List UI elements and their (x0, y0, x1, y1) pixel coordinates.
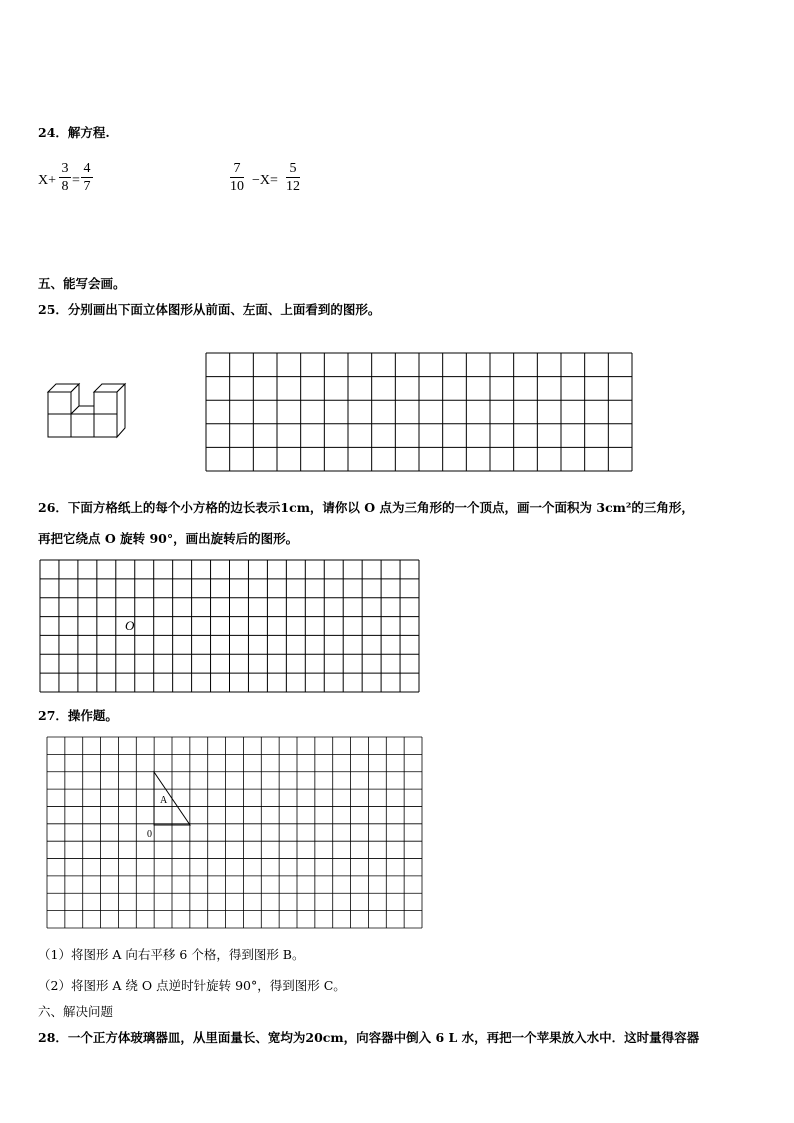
section5-title: 五、能写会画。 (38, 276, 126, 291)
eq1-fraction-2 (81, 160, 93, 195)
eq1-frac1-denominator: 8 (61, 179, 69, 194)
eq1-prefix: X+ (38, 173, 57, 188)
q24-title: 24．解方程. (38, 125, 110, 140)
q27-sub1: （1）将图形 A 向右平移 6 个格，得到图形 B。 (38, 947, 305, 962)
eq2-fraction-1 (230, 160, 244, 195)
eq1-fraction-1 (59, 160, 71, 195)
q26-point-o-label: O (125, 618, 135, 633)
eq1-frac1-numerator: 3 (61, 161, 69, 176)
q25-text: 25．分别画出下面立体图形从前面、左面、上面看到的图形。 (38, 302, 381, 317)
q28-text: 28．一个正方体玻璃器皿，从里面量长、宽均为20cm，向容器中倒入 6 L 水，再把一个苹果放入水中．这时量得容器 (38, 1030, 700, 1045)
eq1-equals: = (72, 173, 80, 188)
q27-sub2: （2）将图形 A 绕 O 点逆时针旋转 90°，得到图形 C。 (38, 978, 346, 993)
eq2-fraction-2 (286, 160, 300, 195)
q25-grid (206, 353, 633, 472)
q26-grid (40, 560, 420, 693)
eq1-frac2-denominator: 7 (83, 179, 91, 194)
eq2-frac2-numerator: 5 (289, 161, 297, 176)
eq2-frac1-denominator: 10 (230, 179, 244, 194)
eq1-frac2-numerator: 4 (83, 161, 91, 176)
q26-line1: 26．下面方格纸上的每个小方格的边长表示1cm，请你以 O 点为三角形的一个顶点，画一个面积为 3cm²的三角形， (38, 500, 694, 515)
section6-title: 六、解决问题 (38, 1004, 114, 1019)
q26-line2: 再把它绕点 O 旋转 90°，画出旋转后的图形。 (38, 531, 299, 546)
q27-point-o-label: 0 (147, 829, 152, 840)
eq2-frac1-numerator: 7 (233, 161, 241, 176)
cube-figure (42, 372, 142, 442)
q27-grid (47, 737, 423, 929)
q27-title: 27．操作题。 (38, 708, 118, 723)
eq2-frac2-denominator: 12 (286, 179, 300, 194)
triangle-a-label: A (160, 795, 168, 806)
eq2-minus-x: −X= (252, 173, 278, 188)
